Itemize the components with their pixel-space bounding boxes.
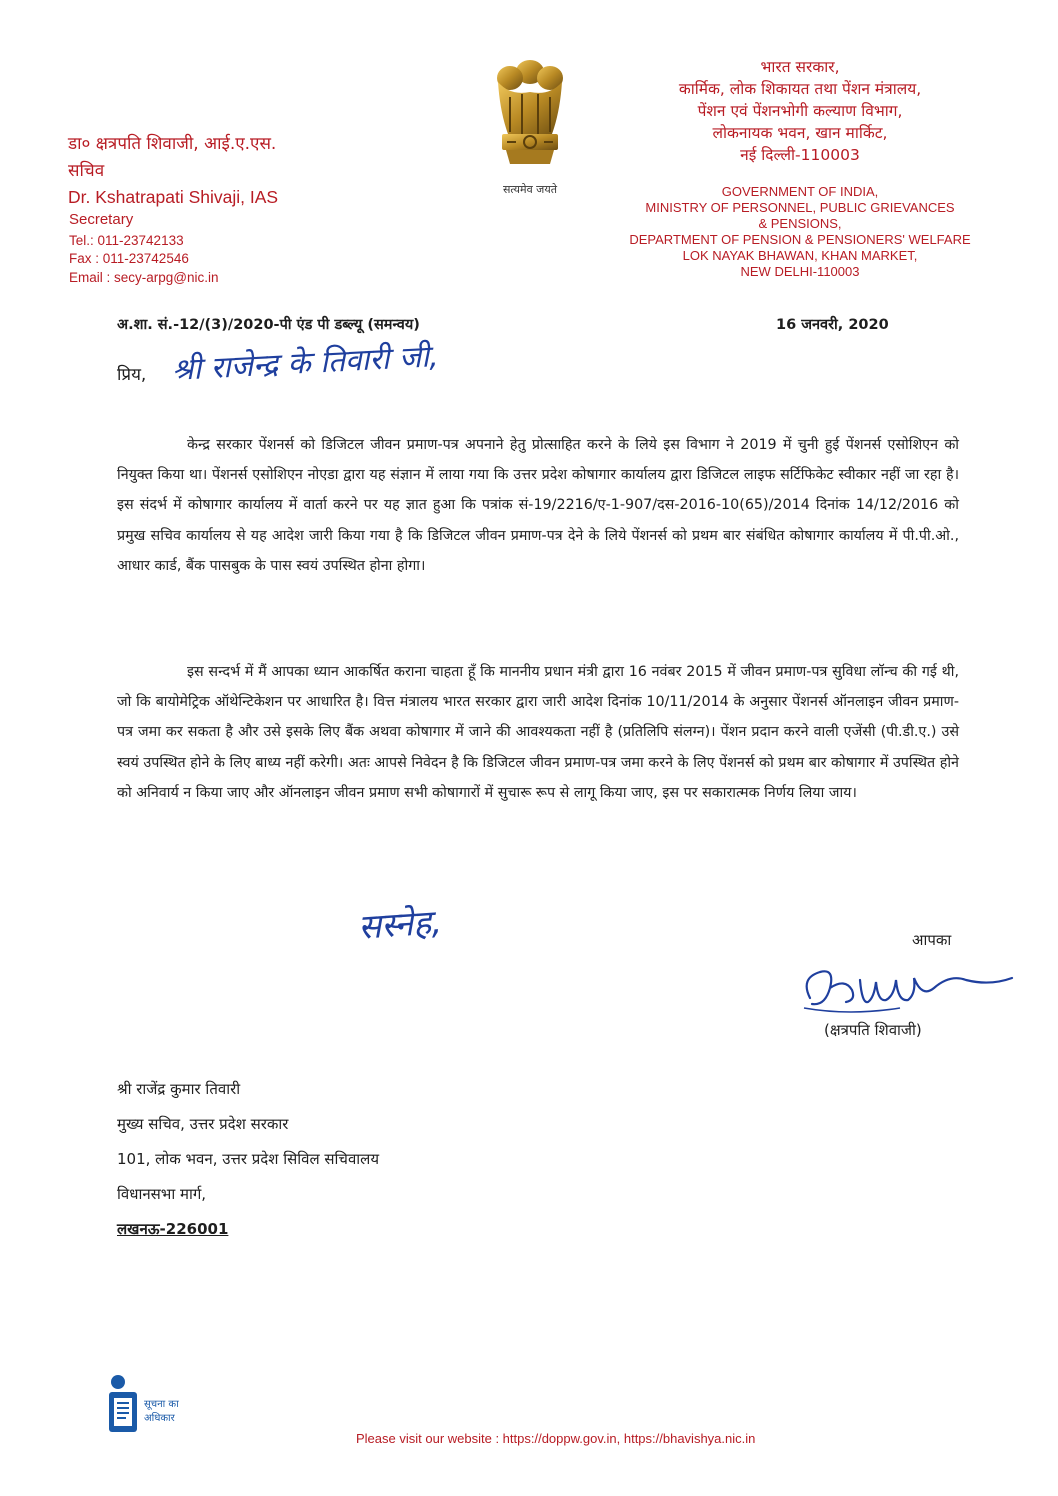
- sender-name-hindi: डा० क्षत्रपति शिवाजी, आई.ए.एस.: [68, 134, 277, 154]
- recipient-line-2: मुख्य सचिव, उत्तर प्रदेश सरकार: [117, 1115, 289, 1133]
- recipient-line-3: 101, लोक भवन, उत्तर प्रदेश सिविल सचिवालय: [117, 1150, 380, 1168]
- emblem-motto: सत्यमेव जयते: [502, 183, 558, 196]
- office-line-en-2: MINISTRY OF PERSONNEL, PUBLIC GRIEVANCES: [645, 200, 955, 215]
- office-line-hi-2: कार्मिक, लोक शिकायत तथा पेंशन मंत्रालय,: [678, 80, 922, 98]
- office-address-english: [595, 184, 1005, 280]
- recipient-address: [117, 1072, 379, 1247]
- office-line-en-1: GOVERNMENT OF INDIA,: [721, 184, 879, 199]
- rti-logo: [104, 1374, 204, 1438]
- signatory-name: (क्षत्रपति शिवाजी): [824, 1021, 922, 1039]
- national-emblem: [480, 52, 580, 202]
- rti-label-2: अधिकार: [144, 1413, 175, 1424]
- salutation-prefix: प्रिय,: [117, 365, 147, 385]
- sender-title-english: Secretary: [69, 211, 134, 228]
- office-line-en-6: NEW DELHI-110003: [740, 264, 860, 279]
- office-line-en-4: DEPARTMENT OF PENSION & PENSIONERS' WELFARE: [629, 232, 971, 247]
- footer-website[interactable]: Please visit our website : https://doppw.gov.in, https://bhavishya.nic.in: [356, 1431, 756, 1446]
- signature-graphic: [790, 958, 1020, 1020]
- rti-info-icon: [104, 1374, 144, 1438]
- sender-title-hindi: सचिव: [68, 161, 105, 181]
- closing-text: आपका: [912, 931, 952, 949]
- handwritten-note: सस्नेह,: [356, 902, 444, 948]
- reference-number: अ.शा. सं.-12/(3)/2020-पी एंड पी डब्ल्यू (समन्वय): [117, 317, 420, 333]
- office-line-en-5: LOK NAYAK BHAWAN, KHAN MARKET,: [682, 248, 918, 263]
- sender-name-english: Dr. Kshatrapati Shivaji, IAS: [68, 187, 279, 207]
- office-line-en-3: & PENSIONS,: [758, 216, 842, 231]
- recipient-line-1: श्री राजेंद्र कुमार तिवारी: [117, 1080, 241, 1098]
- letter-date: 16 जनवरी, 2020: [776, 317, 889, 333]
- sender-fax: Fax : 011-23742546: [69, 251, 189, 266]
- office-line-hi-4: लोकनायक भवन, खान मार्किट,: [712, 124, 888, 142]
- sender-email: Email : secy-arpg@nic.in: [69, 270, 219, 285]
- office-address-hindi: [600, 56, 1000, 166]
- office-line-hi-1: भारत सरकार,: [760, 58, 840, 76]
- body-paragraph-2: इस सन्दर्भ में मैं आपका ध्यान आकर्षित कराना चाहता हूँ कि माननीय प्रधान मंत्री द्वारा 16 नवंबर 2015 में जीवन प्रमाण-पत्र सुविधा लॉन्च की गई थी, जो कि बायोमेट्रिक ऑथेन्टिकेशन पर आधारित है। वित्त मंत्रालय भारत सरकार द्वारा जारी आदेश दिनांक 10/11/2014 के अनुसार पेंशनर्स ऑनलाइन जीवन प्रमाण-पत्र जमा कर सकता है और उसे इसके लिए बैंक अथवा कोषागार में जाने की आवश्यकता नहीं है (प्रतिलिपि संलग्न)। पेंशन प्रदान करने वाली एजेंसी (पी.डी.ए.) उसे स्वयं उपस्थित होने के लिए बाध्य नहीं करेगी। अतः आपसे निवेदन है कि डिजिटल जीवन प्रमाण-पत्र जमा करने के लिए पेंशनर्स को प्रथम बार कोषागार में उपस्थित होने को अनिवार्य न किया जाए और ऑनलाइन जीवन प्रमाण सभी कोषागारों में सुचारू रूप से लागू किया जाए, इस पर सकारात्मक निर्णय लिया जाय।: [117, 664, 959, 801]
- office-line-hi-5: नई दिल्ली-110003: [740, 146, 860, 164]
- body-paragraph-1: केन्द्र सरकार पेंशनर्स को डिजिटल जीवन प्रमाण-पत्र अपनाने हेतु प्रोत्साहित करने के लिये इस विभाग ने 2019 में चुनी हुई पेंशनर्स एसोशिएन को नियुक्त किया था। पेंशनर्स एसोशिएन नोएडा द्वारा यह संज्ञान में लाया गया कि उत्तर प्रदेश कोषागार कार्यालय द्वारा डिजिटल लाइफ सर्टिफिकेट स्वीकार नहीं जा रहा है। इस संदर्भ में कोषागार कार्यालय में वार्ता करने पर यह ज्ञात हुआ कि पत्रांक सं-19/2216/ए-1-907/दस-2016-10(65)/2014 दिनांक 14/12/2016 को प्रमुख सचिव कार्यालय से यह आदेश जारी किया गया है कि डिजिटल जीवन प्रमाण-पत्र देने के लिये पेंशनर्स को प्रथम बार संबंधित कोषागार कार्यालय में पी.पी.ओ., आधार कार्ड, बैंक पासबुक के पास स्वयं उपस्थित होना होगा।: [117, 437, 959, 574]
- ashoka-emblem-icon: [480, 52, 580, 202]
- rti-label-1: सूचना का: [144, 1399, 179, 1410]
- salutation-handwritten: श्री राजेन्द्र के तिवारी जी,: [171, 339, 440, 388]
- recipient-line-4: विधानसभा मार्ग,: [117, 1185, 207, 1203]
- office-line-hi-3: पेंशन एवं पेंशनभोगी कल्याण विभाग,: [697, 102, 903, 120]
- sender-tel: Tel.: 011-23742133: [69, 233, 184, 248]
- recipient-line-5: लखनऊ-226001: [117, 1220, 229, 1238]
